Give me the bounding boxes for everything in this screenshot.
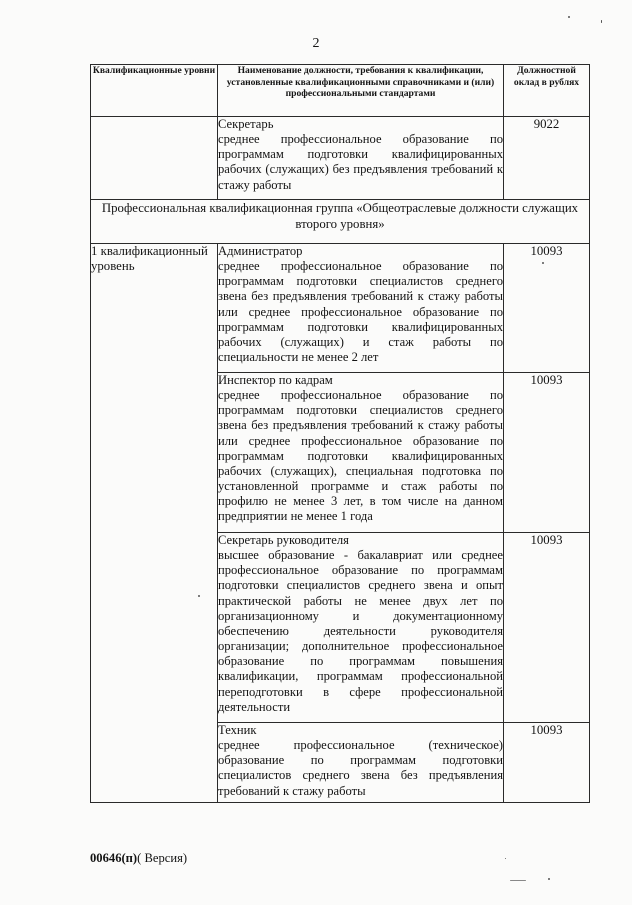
position-cell-technician xyxy=(218,723,504,803)
position-requirements: среднее профессиональное образование по программам подготовки квалифицированных рабочих (служащих) без предъявления требований к стажу работы xyxy=(218,132,503,192)
salary-cell: 10093 xyxy=(504,373,590,533)
scan-speck xyxy=(548,878,550,880)
position-cell-executive-secretary xyxy=(218,533,504,723)
header-level: Квалификационные уровни xyxy=(91,65,218,117)
position-requirements: среднее профессиональное образование по программам подготовки специалистов среднего звена без предъявления требований к стажу работы или среднее профессиональное образование по программам подготовки квалифицированных рабочих (служащих), специальная подготовка по установленной программе и стаж работы по профилю не менее 3 лет, в том числе на данном предприятии не менее 1 года xyxy=(218,388,503,524)
level-cell-empty xyxy=(91,117,218,200)
position-requirements: среднее профессиональное (техническое) образование по программам подготовки специалистов среднего звена без предъявления требований к стажу работы xyxy=(218,738,503,798)
salary-cell: 9022 xyxy=(504,117,590,200)
position-title: Администратор xyxy=(218,244,303,258)
position-cell-hr-inspector xyxy=(218,373,504,533)
position-title: Инспектор по кадрам xyxy=(218,373,333,387)
scan-speck xyxy=(568,16,570,18)
position-title: Секретарь xyxy=(218,117,274,131)
header-salary: Должностной оклад в рублях xyxy=(504,65,590,117)
scan-speck xyxy=(510,880,526,881)
scan-speck xyxy=(542,262,544,264)
document-code: 00646(п) xyxy=(90,851,138,865)
table-row xyxy=(91,117,590,200)
salary-cell: 10093 xyxy=(504,723,590,803)
position-title: Секретарь руководителя xyxy=(218,533,349,547)
scan-speck xyxy=(601,20,602,23)
group-row xyxy=(91,200,590,244)
page-number: 2 xyxy=(312,36,320,51)
salary-cell: 10093 xyxy=(504,244,590,373)
position-requirements: среднее профессиональное образование по программам подготовки специалистов среднего звена без предъявления требований к стажу работы или среднее профессиональное образование по программам подготовки квалифицированных рабочих (служащих) и стаж работы по специальности не менее 2 лет xyxy=(218,259,503,365)
table-row xyxy=(91,244,590,373)
table-header-row xyxy=(91,65,590,117)
scan-speck xyxy=(198,595,200,597)
position-title: Техник xyxy=(218,723,257,737)
qualification-level-1: 1 квалификационный уровень xyxy=(91,244,218,803)
position-cell-administrator xyxy=(218,244,504,373)
position-cell-secretary xyxy=(218,117,504,200)
header-position: Наименование должности, требования к квалификации, установленные квалификационными справочниками и (или) профессиональными стандартами xyxy=(218,65,504,117)
document-version: ( Версия) xyxy=(137,851,188,865)
salary-cell: 10093 xyxy=(504,533,590,723)
position-requirements: высшее образование - бакалавриат или среднее профессиональное образование по программам подготовки специалистов среднего звена и опыт практической работы не менее двух лет по организационному и документационному обеспечению деятельности руководителя организации; дополнительное профессиональное образование по программам повышения квалификации, программам профессиональной переподготовки в сфере профессиональной деятельности xyxy=(218,548,503,714)
qualification-table xyxy=(90,64,590,803)
document-footer xyxy=(90,851,187,866)
qualification-group-title: Профессиональная квалификационная группа «Общеотраслевые должности служащих второго уровня» xyxy=(91,200,590,244)
scan-speck xyxy=(505,858,506,859)
